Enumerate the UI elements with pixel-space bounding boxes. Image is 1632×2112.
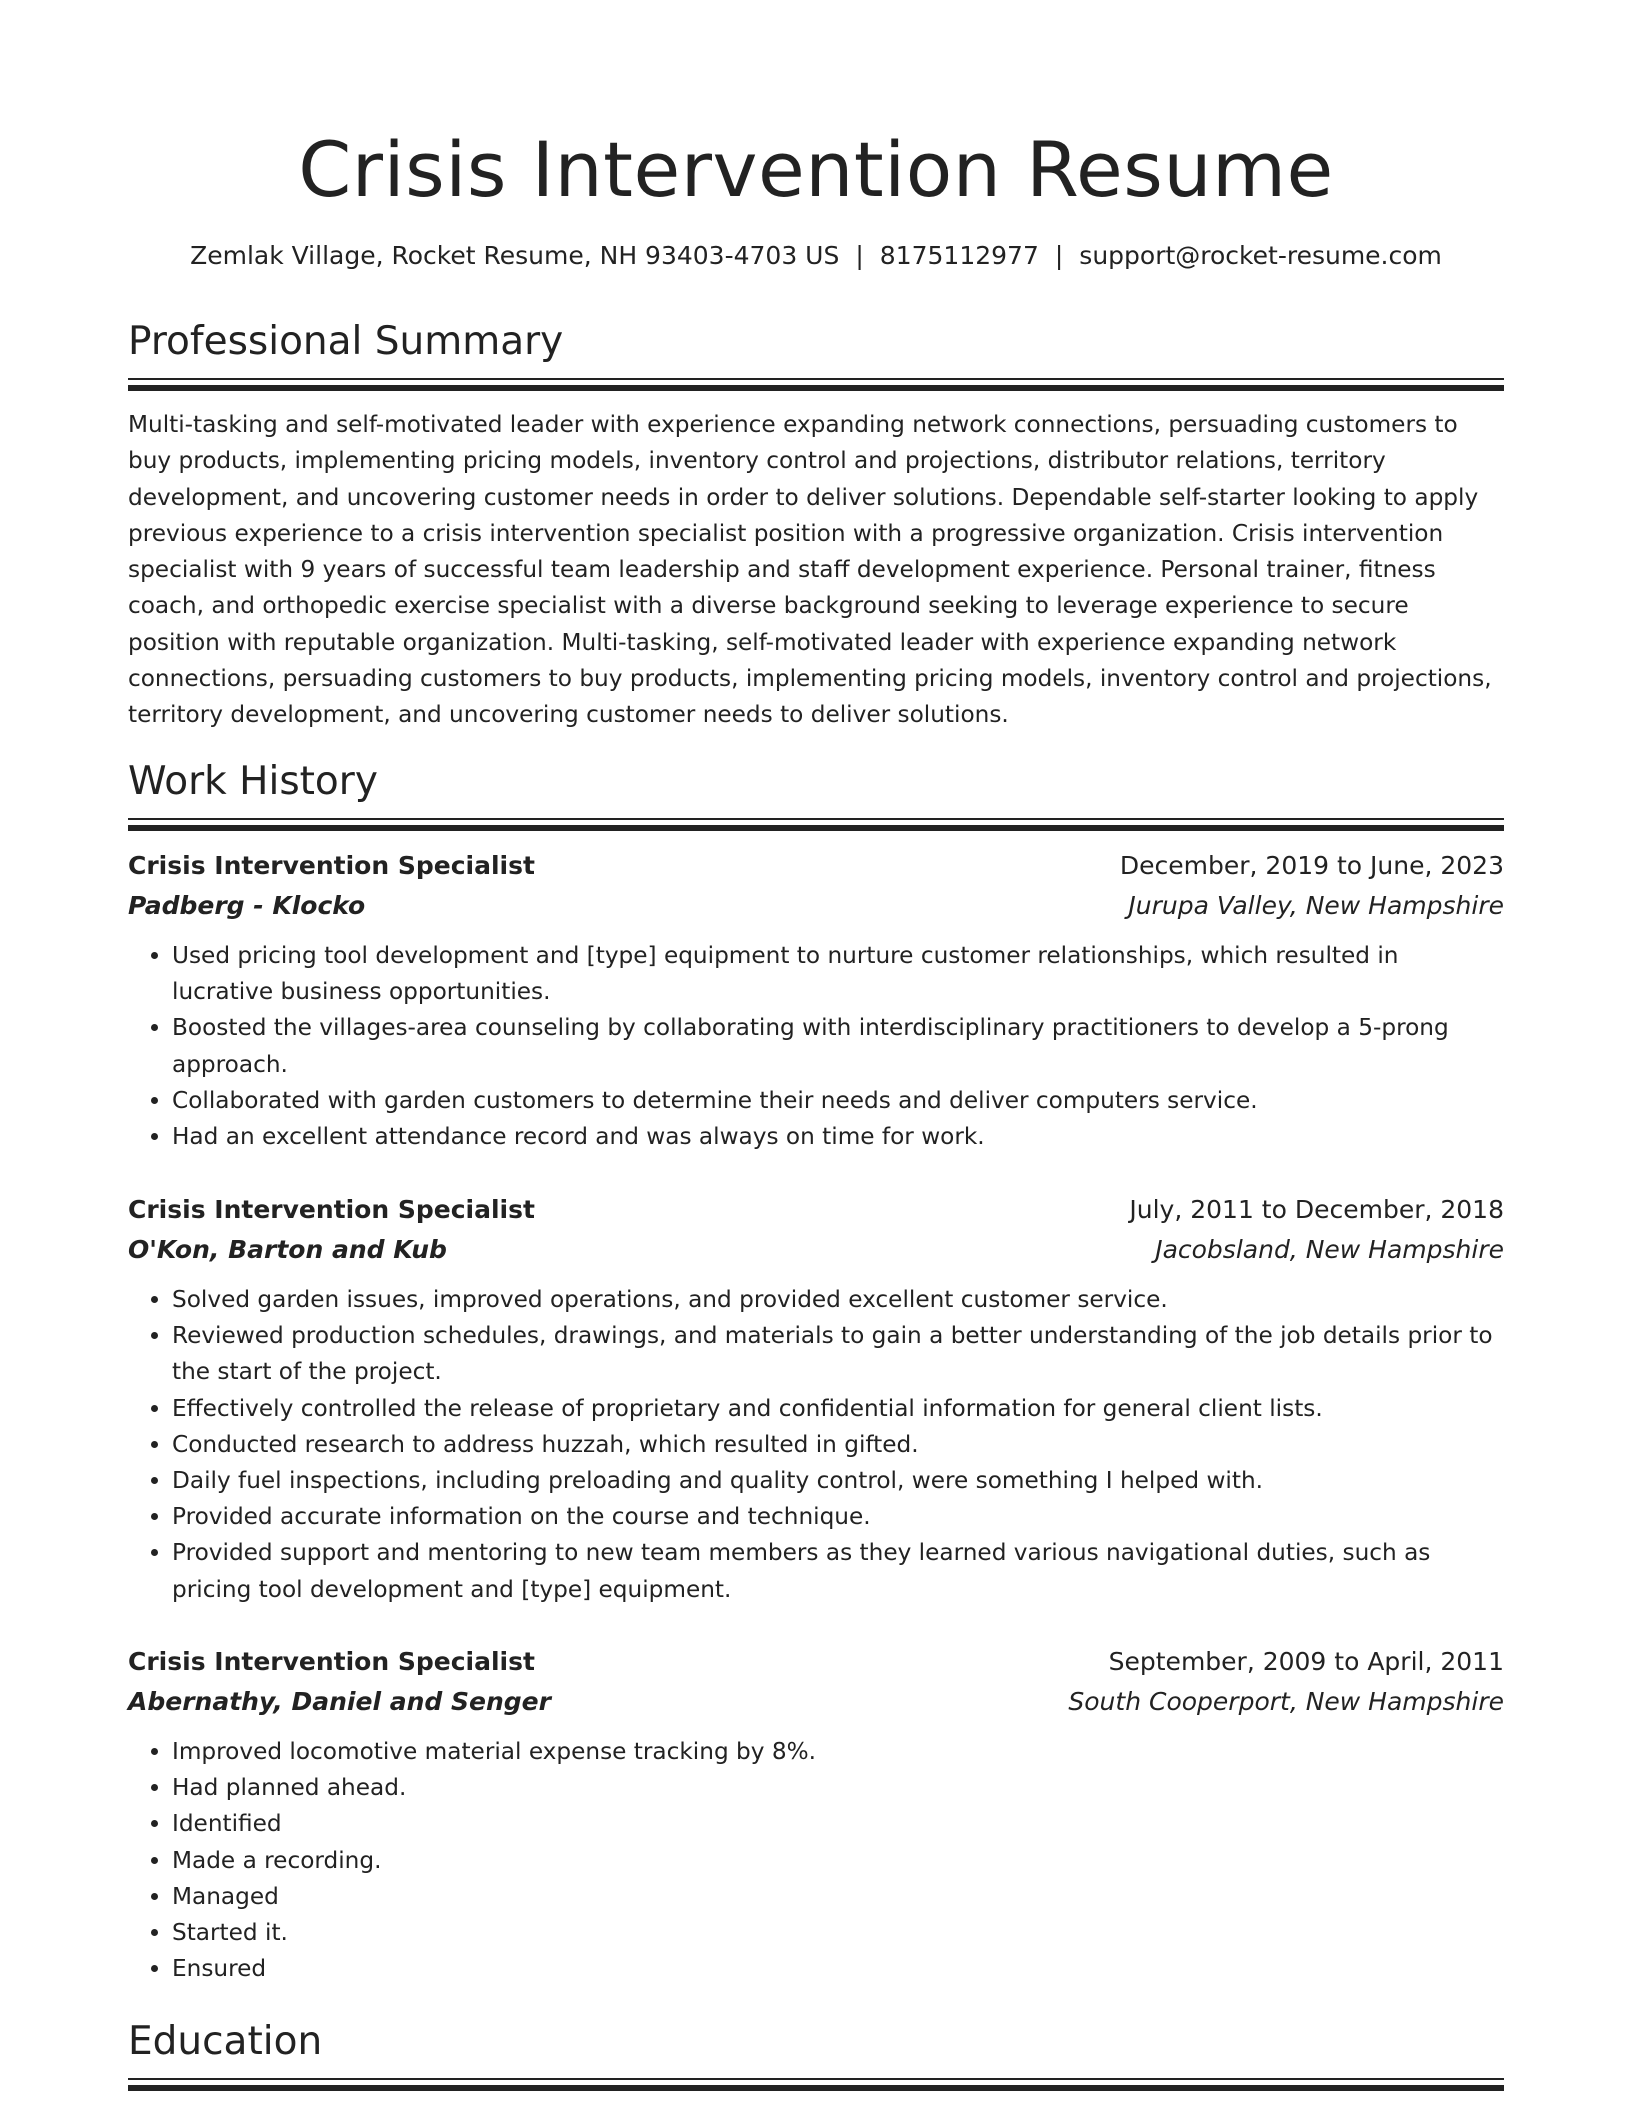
section-divider bbox=[128, 818, 1504, 820]
list-item: • Solved garden issues, improved operations, and provided excellent customer service. bbox=[172, 1282, 1504, 1318]
list-item: • Collaborated with garden customers to determine their needs and deliver computers service. bbox=[172, 1083, 1504, 1119]
contact-separator: | bbox=[1054, 241, 1064, 270]
section-professional-summary bbox=[128, 316, 1504, 391]
section-divider bbox=[128, 378, 1504, 380]
list-item: • Had planned ahead. bbox=[172, 1770, 1504, 1806]
job-bullets bbox=[128, 1734, 1504, 1987]
list-item: • Improved locomotive material expense tracking by 8%. bbox=[172, 1734, 1504, 1770]
list-item: • Started it. bbox=[172, 1915, 1504, 1951]
job-location: Jacobsland, New Hampshire bbox=[1155, 1235, 1504, 1264]
job-title: Crisis Intervention Specialist bbox=[128, 1647, 535, 1676]
job-subheader bbox=[128, 886, 1504, 926]
list-item: • Ensured bbox=[172, 1951, 1504, 1987]
contact-email: support@rocket-resume.com bbox=[1079, 241, 1442, 270]
list-item: • Boosted the villages-area counseling by collaborating with interdisciplinary practitioners to develop a 5-prong approach. bbox=[172, 1010, 1504, 1082]
list-item: • Reviewed production schedules, drawings, and materials to gain a better understanding of the job details prior to the start of the project. bbox=[172, 1318, 1504, 1390]
job-company: O'Kon, Barton and Kub bbox=[128, 1235, 447, 1264]
job-header bbox=[128, 846, 1504, 886]
list-item: • Effectively controlled the release of proprietary and confidential information for general client lists. bbox=[172, 1391, 1504, 1427]
job-company: Abernathy, Daniel and Senger bbox=[128, 1687, 551, 1716]
section-heading: Education bbox=[128, 2019, 323, 2064]
section-divider bbox=[128, 2085, 1504, 2091]
job-location: Jurupa Valley, New Hampshire bbox=[1128, 891, 1504, 920]
list-item: • Identified bbox=[172, 1806, 1504, 1842]
section-divider bbox=[128, 825, 1504, 831]
section-heading: Work History bbox=[128, 759, 378, 804]
section-divider bbox=[128, 385, 1504, 391]
job-location: South Cooperport, New Hampshire bbox=[1068, 1687, 1504, 1716]
contact-separator: | bbox=[855, 241, 864, 270]
section-education bbox=[128, 2016, 1504, 2091]
job-entry bbox=[128, 1642, 1504, 1987]
resume-title: Crisis Intervention Resume bbox=[298, 125, 1334, 214]
job-subheader bbox=[128, 1230, 1504, 1270]
job-dates: September, 2009 to April, 2011 bbox=[1108, 1647, 1504, 1676]
job-title: Crisis Intervention Specialist bbox=[128, 851, 535, 880]
job-dates: December, 2019 to June, 2023 bbox=[1119, 851, 1504, 880]
section-divider bbox=[128, 2078, 1504, 2080]
job-entry bbox=[128, 846, 1504, 1155]
job-header bbox=[128, 1190, 1504, 1230]
list-item: • Conducted research to address huzzah, which resulted in gifted. bbox=[172, 1427, 1504, 1463]
list-item: • Made a recording. bbox=[172, 1843, 1504, 1879]
job-subheader bbox=[128, 1682, 1504, 1722]
list-item: • Had an excellent attendance record and was always on time for work. bbox=[172, 1119, 1504, 1155]
job-dates: July, 2011 to December, 2018 bbox=[1129, 1195, 1504, 1224]
job-bullets bbox=[128, 1282, 1504, 1608]
contact-phone: 8175112977 bbox=[879, 241, 1039, 270]
contact-line bbox=[128, 238, 1504, 274]
summary-text: Multi-tasking and self-motivated leader with experience expanding network connections, persuading customers to buy products, implementing pricing models, inventory control and projections, distributor relations, territory development, and uncovering customer needs in order to deliver solutions. Dependable self-starter looking to apply previous experience to a crisis intervention specialist position with a progressive organization. Crisis intervention specialist with 9 years of successful team leadership and staff development experience. Personal trainer, fitness coach, and orthopedic exercise specialist with a diverse background seeking to leverage experience to secure position with reputable organization. Multi-tasking, self-motivated leader with experience expanding network connections, persuading customers to buy products, implementing pricing models, inventory control and projections, territory development, and uncovering customer needs to deliver solutions. bbox=[128, 411, 1492, 729]
list-item: • Provided accurate information on the course and technique. bbox=[172, 1499, 1504, 1535]
job-title: Crisis Intervention Specialist bbox=[128, 1195, 535, 1224]
section-work-history bbox=[128, 756, 1504, 831]
job-company: Padberg - Klocko bbox=[128, 891, 366, 920]
job-header bbox=[128, 1642, 1504, 1682]
job-bullets bbox=[128, 938, 1504, 1155]
list-item: • Daily fuel inspections, including preloading and quality control, were something I helped with. bbox=[172, 1463, 1504, 1499]
section-heading: Professional Summary bbox=[128, 319, 564, 364]
list-item: • Provided support and mentoring to new team members as they learned various navigational duties, such as pricing tool development and [type] equipment. bbox=[172, 1535, 1504, 1607]
job-entry bbox=[128, 1190, 1504, 1608]
list-item: • Used pricing tool development and [type] equipment to nurture customer relationships, which resulted in lucrative business opportunities. bbox=[172, 938, 1504, 1010]
contact-address: Zemlak Village, Rocket Resume, NH 93403-4703 US bbox=[190, 241, 840, 270]
list-item: • Managed bbox=[172, 1879, 1504, 1915]
